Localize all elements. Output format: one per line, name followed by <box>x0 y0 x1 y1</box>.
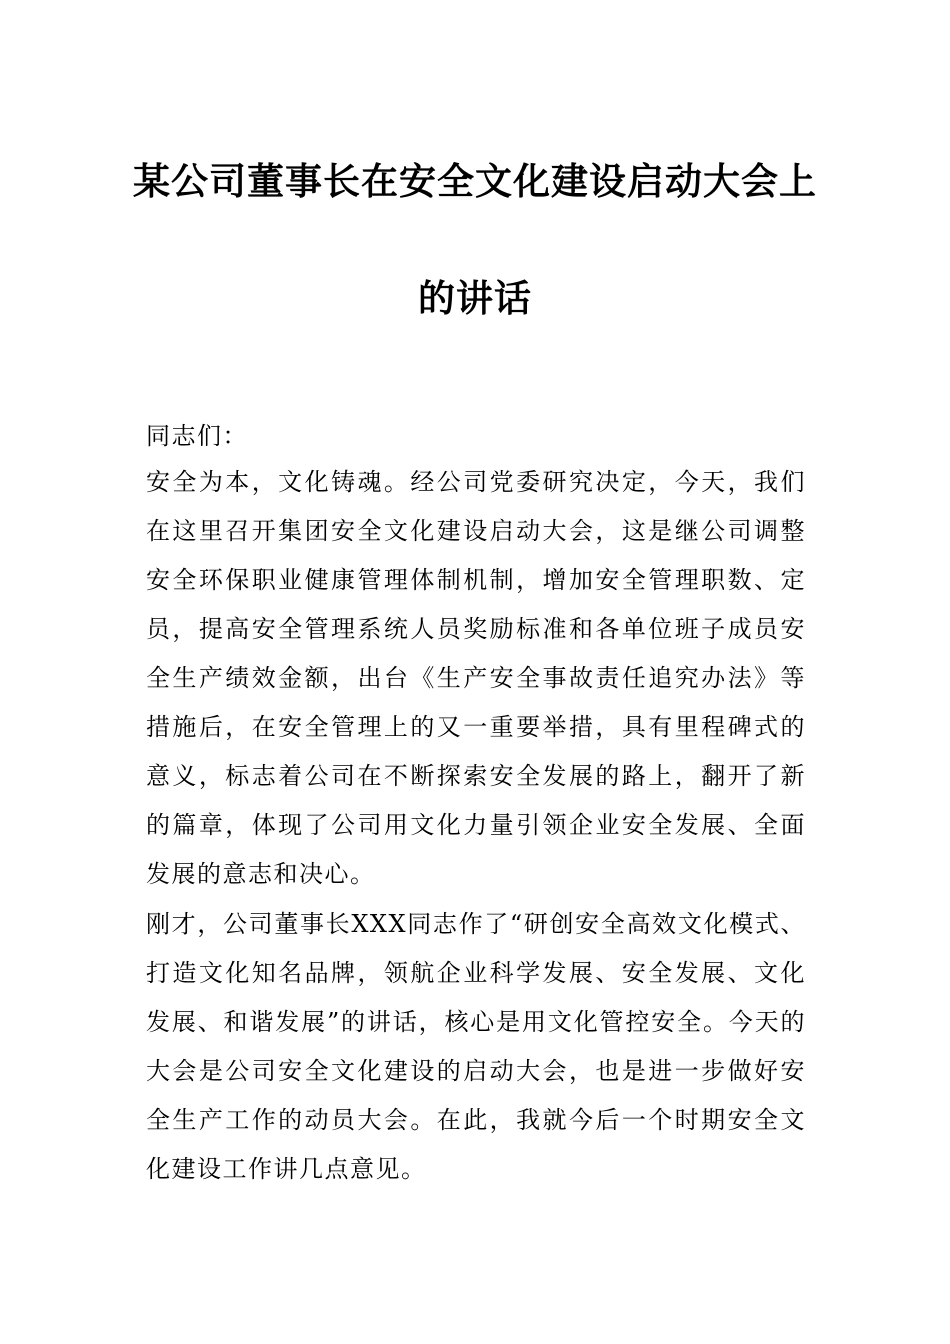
document-title-line-2: 的讲话 <box>418 277 532 320</box>
paragraph-1: 安全为本，文化铸魂。经公司党委研究决定，今天，我们在这里召开集团安全文化建设启动大会，这是继公司调整安全环保职业健康管理体制机制，增加安全管理职数、定员，提高安全管理系统人员奖励标准和各单位班子成员安全生产绩效金额，出台《生产安全事故责任追究办法》等措施后，在安全管理上的又一重要举措，具有里程碑式的意义，标志着公司在不断探索安全发展的路上，翻开了新的篇章，体现了公司用文化力量引领企业安全发展、全面发展的意志和决心。 <box>146 468 806 888</box>
document-title-line-1: 某公司董事长在安全文化建设启动大会上 <box>133 160 817 203</box>
paragraph-2: 刚才，公司董事长XXX同志作了“研创安全高效文化模式、打造文化知名品牌，领航企业科学发展、安全发展、文化发展、和谐发展”的讲话，核心是用文化管控安全。今天的大会是公司安全文化建设的启动大会，也是进一步做好安全生产工作的动员大会。在此，我就今后一个时期安全文化建设工作讲几点意见。 <box>146 910 806 1183</box>
salutation: 同志们： <box>146 422 248 450</box>
